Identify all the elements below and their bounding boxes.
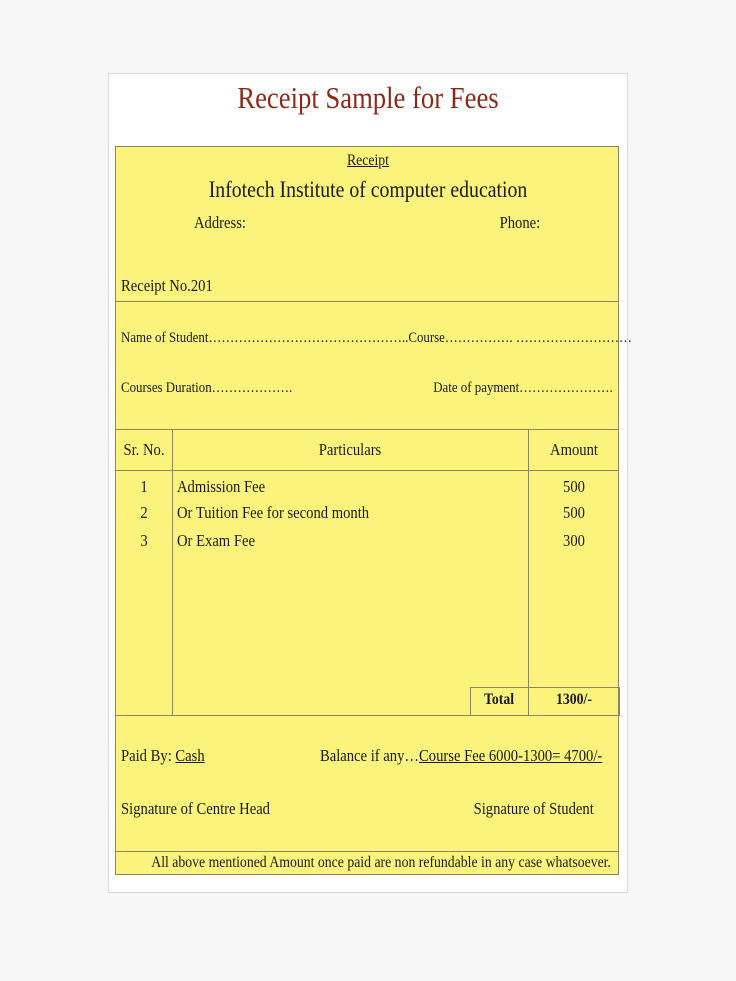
balance-label: Balance if any… (319, 746, 419, 765)
divider (116, 301, 618, 302)
divider (116, 429, 618, 430)
row-sr: 2 (140, 503, 148, 522)
row-amount: 500 (563, 477, 585, 496)
header-sr-no: Sr. No. (123, 440, 165, 459)
column-divider (172, 429, 173, 715)
divider (116, 715, 618, 716)
row-particular: Or Exam Fee (177, 531, 255, 550)
row-particular: Or Tuition Fee for second month (177, 503, 370, 522)
total-label: Total (483, 691, 515, 708)
footer-note: All above mentioned Amount once paid are non refundable in any case whatsoever. (151, 854, 611, 871)
paid-by-label: Paid By: (121, 746, 176, 765)
signature-student: Signature of Student (473, 799, 594, 818)
balance-value: Course Fee 6000-1300= 4700/- (418, 746, 602, 765)
receipt-form (115, 146, 632, 875)
header-particulars: Particulars (318, 440, 382, 459)
row-amount: 300 (563, 531, 585, 550)
institute-name: Infotech Institute of computer education (208, 177, 528, 202)
column-divider (528, 429, 529, 715)
table-header-divider (116, 470, 618, 471)
phone-label: Phone: (499, 213, 540, 232)
header-amount: Amount (550, 440, 598, 459)
receipt-label: Receipt (346, 152, 390, 169)
row-amount: 500 (563, 503, 585, 522)
paid-by (121, 746, 205, 766)
row-particular: Admission Fee (177, 477, 266, 496)
total-value: 1300/- (556, 691, 592, 708)
receipt-number: Receipt No.201 (121, 276, 213, 295)
balance (320, 746, 602, 766)
student-name-line: Name of Student………………………………………..Course……………. ……………………… (121, 330, 632, 346)
page-title: Receipt Sample for Fees (237, 80, 499, 115)
date-of-payment-line: Date of payment…………………. (433, 380, 613, 396)
paid-by-value: Cash (175, 746, 205, 765)
signature-centre-head: Signature of Centre Head (121, 799, 270, 818)
course-duration-line: Courses Duration………………. (121, 380, 293, 396)
column-divider (528, 687, 529, 716)
row-sr: 3 (140, 531, 148, 550)
address-label: Address: (194, 213, 246, 232)
row-sr: 1 (140, 477, 148, 496)
divider (116, 851, 618, 852)
